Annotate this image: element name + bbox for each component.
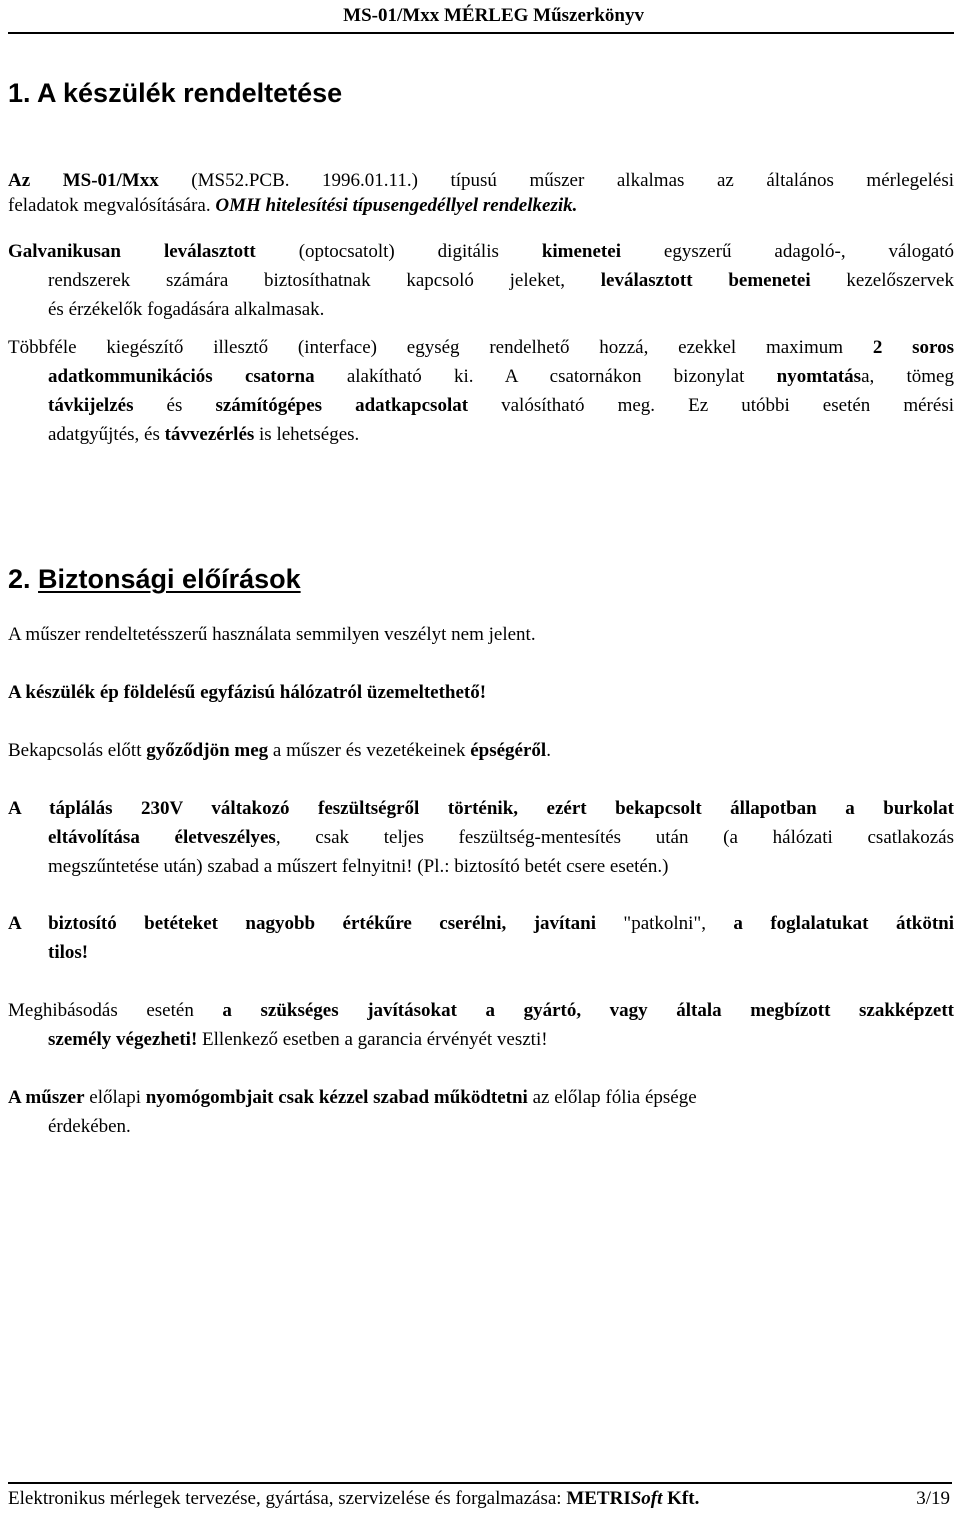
section-2-paragraph-3: Bekapcsolás előtt győződjön meg a műszer és vezetékeinek épségéről. bbox=[8, 740, 551, 761]
section-2-paragraph-2: A készülék ép földelésű egyfázisú hálózatról üzemeltethető! bbox=[8, 682, 487, 703]
section-1-number: 1. bbox=[8, 78, 31, 108]
section-2-paragraph-5: A biztosító betéteket nagyobb értékűre cserélni, javítani "patkolni", a foglalatukat átkötni tilos! bbox=[8, 913, 955, 963]
section-1-heading bbox=[8, 78, 342, 109]
section-2-paragraph-1: A műszer rendeltetésszerű használata semmilyen veszélyt nem jelent. bbox=[8, 624, 536, 645]
page-footer bbox=[8, 1482, 952, 1512]
section-2-heading bbox=[8, 564, 301, 595]
section-2-number: 2. bbox=[8, 564, 31, 594]
section-1-paragraph-3: Többféle kiegészítő illesztő (interface) egység rendelhető hozzá, ezekkel maximum 2 soros adatkommunikációs csatorna alakítható ki. A csatornákon bizonylat nyomtatása, tömeg távkijelzés és számítógépes adatkapcsolat valósítható meg. Ez utóbbi esetén mérési adatgyűjtés, és távvezérlés is lehetséges. bbox=[8, 337, 954, 445]
section-1-title: A készülék rendeltetése bbox=[37, 78, 343, 108]
document-title: MS-01/Mxx MÉRLEG Műszerkönyv bbox=[343, 5, 644, 26]
section-1-paragraph-1: Az MS-01/Mxx (MS52.PCB. 1996.01.11.) típusú műszer alkalmas az általános mérlegelési feladatok megvalósítására. OMH hitelesítési típusengedéllyel rendelkezik. bbox=[8, 170, 954, 216]
section-2-paragraph-7: A műszer előlapi nyomógombjait csak kézzel szabad működtetni az előlap fólia épsége érdekében. bbox=[8, 1087, 697, 1137]
section-2-paragraph-6: Meghibásodás esetén a szükséges javításokat a gyártó, vagy általa megbízott szakképzett személy végezheti! Ellenkező esetben a garancia érvényét veszti! bbox=[8, 1000, 954, 1050]
section-1-paragraph-2: Galvanikusan leválasztott (optocsatolt) digitális kimenetei egyszerű adagoló-, válogató rendszerek számára biztosíthatnak kapcsoló jeleket, leválasztott bemenetei kezelőszervek és érzékelők fogadására alkalmasak. bbox=[8, 241, 954, 320]
page-number: 3/19 bbox=[916, 1488, 950, 1509]
page-header bbox=[8, 2, 954, 34]
footer-company-text: Elektronikus mérlegek tervezése, gyártása, szervizelése és forgalmazása: METRISoft Kft. bbox=[8, 1488, 700, 1509]
section-2-paragraph-4: A táplálás 230V váltakozó feszültségről történik, ezért bekapcsolt állapotban a burkolat eltávolítása életveszélyes, csak teljes feszültség-mentesítés után (a hálózati csatlakozás megszűntetése után) szabad a műszert felnyitni! (Pl.: biztosító betét csere esetén.) bbox=[8, 798, 955, 877]
section-2-title: Biztonsági előírások bbox=[38, 564, 301, 594]
